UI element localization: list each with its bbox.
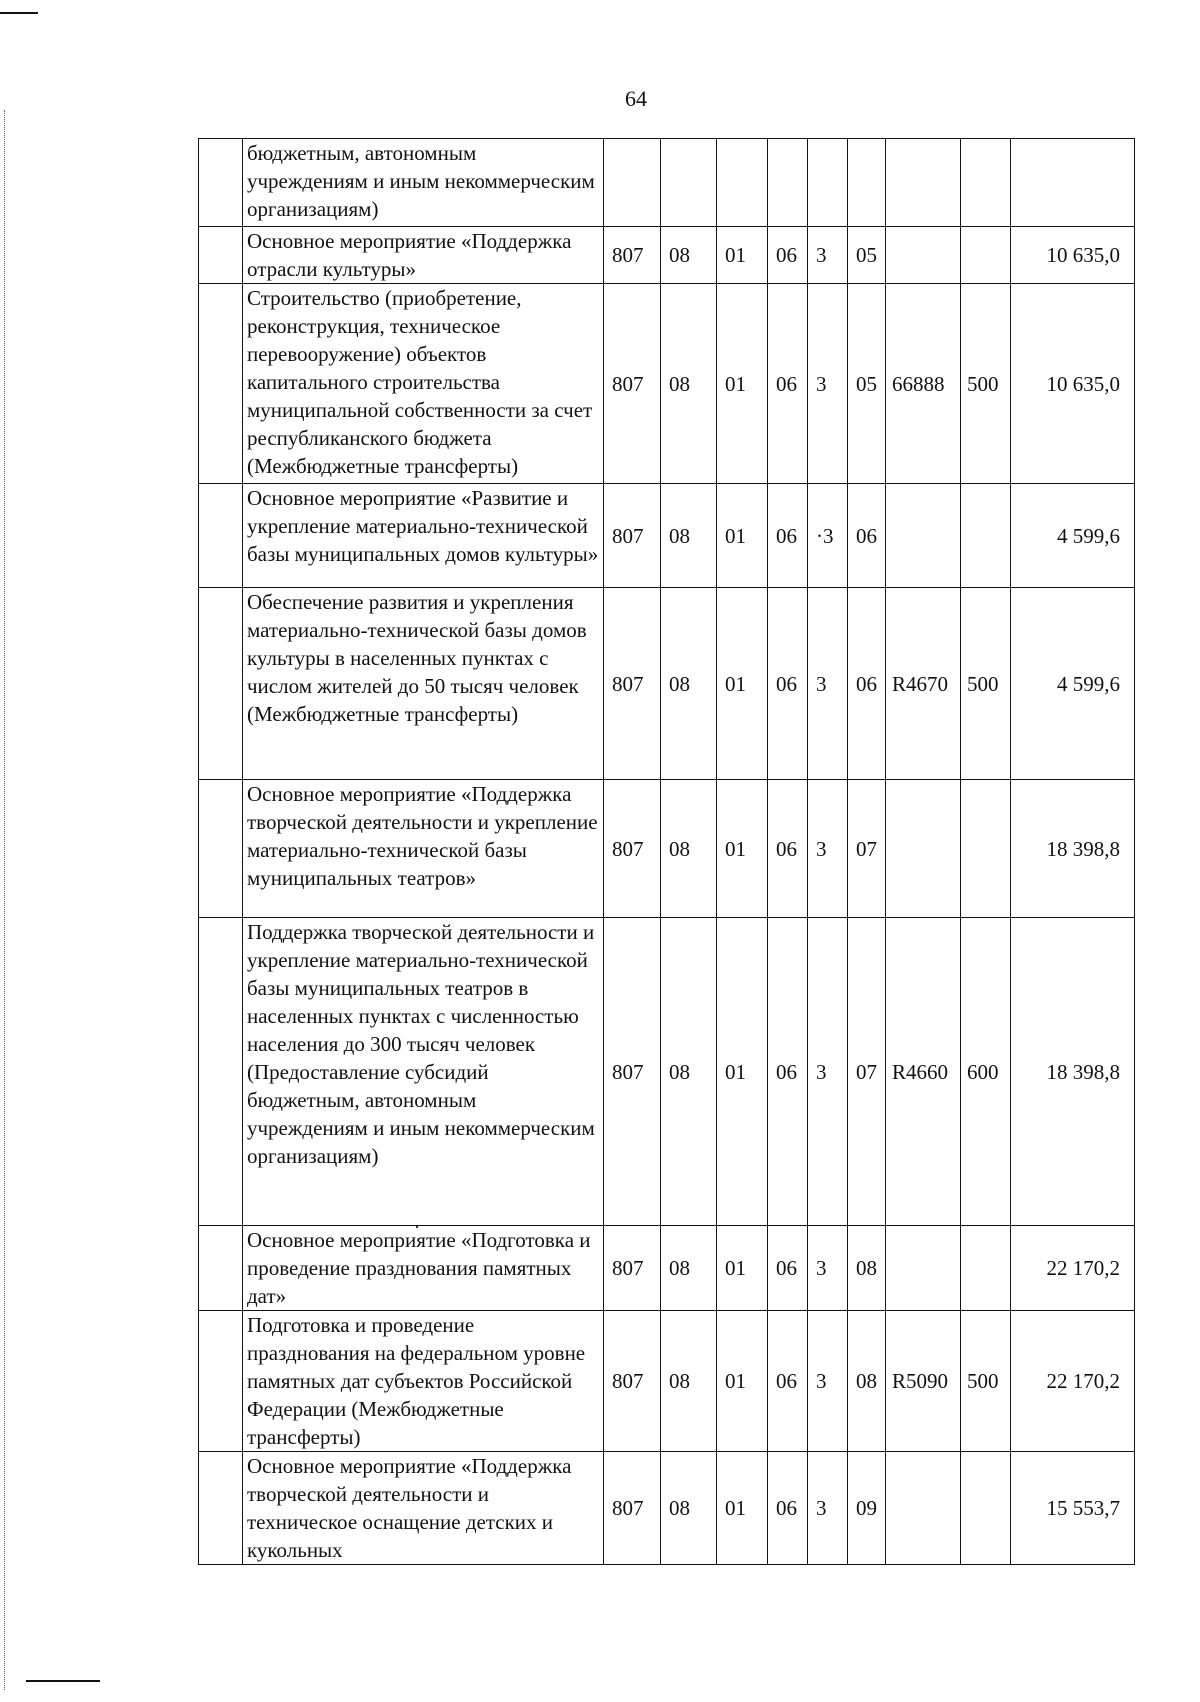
page-number: 64 [625, 86, 647, 111]
event-code-cell: 08 [848, 1226, 886, 1311]
subprogram-code-cell: 3 [808, 918, 848, 1226]
direction-code-cell: R4670 [886, 588, 961, 780]
row-index-cell [199, 139, 243, 227]
description-cell: Подготовка и проведение празднования на федеральном уровне памятных дат субъектов Российской Федерации (Межбюджетные трансферты) [243, 1311, 604, 1452]
program-code-cell: 06 [768, 227, 808, 284]
event-code-cell: 06 [848, 588, 886, 780]
event-code-cell: 07 [848, 918, 886, 1226]
ministry-code-cell: 807 [604, 918, 661, 1226]
event-code-cell [848, 139, 886, 227]
direction-code-cell [886, 780, 961, 918]
program-code-cell: 06 [768, 1311, 808, 1452]
amount-cell: 15 553,7 [1011, 1452, 1135, 1565]
direction-code-cell: R4660 [886, 918, 961, 1226]
direction-code-cell [886, 139, 961, 227]
section-code-cell: 08 [661, 284, 717, 484]
description-cell: Основное мероприятие «Поддержка творческой деятельности и укрепление материально-технической базы муниципальных театров» [243, 780, 604, 918]
table-row [199, 139, 1135, 227]
scan-edge-line [4, 110, 6, 1690]
subprogram-code-cell: 3 [808, 1311, 848, 1452]
ministry-code-cell: 807 [604, 1311, 661, 1452]
event-code-cell: 08 [848, 1311, 886, 1452]
ministry-code-cell [604, 139, 661, 227]
expense-type-cell [961, 484, 1011, 588]
scan-mark-top [0, 12, 66, 14]
subsection-code-cell: 01 [717, 918, 768, 1226]
row-index-cell [199, 780, 243, 918]
section-code-cell: 08 [661, 1311, 717, 1452]
description-cell: Основное мероприятие «Поддержка отрасли культуры» [243, 227, 604, 284]
event-code-cell: 07 [848, 780, 886, 918]
subprogram-code-cell: 3 [808, 1226, 848, 1311]
amount-cell: 18 398,8 [1011, 918, 1135, 1226]
program-code-cell: 06 [768, 780, 808, 918]
subsection-code-cell: 01 [717, 1311, 768, 1452]
row-index-cell [199, 284, 243, 484]
event-code-cell: 06 [848, 484, 886, 588]
ministry-code-cell: 807 [604, 227, 661, 284]
event-code-cell: 09 [848, 1452, 886, 1565]
expense-type-cell: 500 [961, 1311, 1011, 1452]
section-code-cell: 08 [661, 1226, 717, 1311]
program-code-cell: 06 [768, 918, 808, 1226]
table-row [199, 1226, 1135, 1311]
subprogram-code-cell: 3 [808, 284, 848, 484]
subsection-code-cell: 01 [717, 284, 768, 484]
event-code-cell: 05 [848, 284, 886, 484]
event-code-cell: 05 [848, 227, 886, 284]
subsection-code-cell: 01 [717, 484, 768, 588]
section-code-cell: 08 [661, 780, 717, 918]
table-row [199, 1311, 1135, 1452]
table-row [199, 918, 1135, 1226]
ministry-code-cell: 807 [604, 1452, 661, 1565]
subsection-code-cell: 01 [717, 1452, 768, 1565]
section-code-cell: 08 [661, 918, 717, 1226]
table-row [199, 1452, 1135, 1565]
direction-code-cell [886, 1226, 961, 1311]
program-code-cell: 06 [768, 484, 808, 588]
table-row [199, 284, 1135, 484]
budget-table [198, 138, 1135, 1565]
table-row [199, 484, 1135, 588]
ministry-code-cell: 807 [604, 1226, 661, 1311]
amount-cell: 22 170,2 [1011, 1226, 1135, 1311]
description-cell: Обеспечение развития и укрепления материально-технической базы домов культуры в населенных пунктах с числом жителей до 50 тысяч человек (Межбюджетные трансферты) [243, 588, 604, 780]
expense-type-cell: 500 [961, 284, 1011, 484]
table-row [199, 227, 1135, 284]
section-code-cell: 08 [661, 588, 717, 780]
expense-type-cell [961, 1452, 1011, 1565]
section-code-cell: 08 [661, 484, 717, 588]
scan-speck [416, 1226, 418, 1228]
row-index-cell [199, 227, 243, 284]
amount-cell: 10 635,0 [1011, 284, 1135, 484]
direction-code-cell: R5090 [886, 1311, 961, 1452]
row-index-cell [199, 588, 243, 780]
description-cell: Основное мероприятие «Подготовка и проведение празднования памятных дат» [243, 1226, 604, 1311]
row-index-cell [199, 1452, 243, 1565]
amount-cell: 22 170,2 [1011, 1311, 1135, 1452]
expense-type-cell [961, 780, 1011, 918]
amount-cell: 18 398,8 [1011, 780, 1135, 918]
row-index-cell [199, 1311, 243, 1452]
subprogram-code-cell [808, 139, 848, 227]
direction-code-cell [886, 484, 961, 588]
subsection-code-cell: 01 [717, 780, 768, 918]
subsection-code-cell: 01 [717, 227, 768, 284]
section-code-cell: 08 [661, 1452, 717, 1565]
ministry-code-cell: 807 [604, 284, 661, 484]
ministry-code-cell: 807 [604, 484, 661, 588]
subsection-code-cell [717, 139, 768, 227]
direction-code-cell: 66888 [886, 284, 961, 484]
direction-code-cell [886, 227, 961, 284]
program-code-cell: 06 [768, 284, 808, 484]
expense-type-cell: 600 [961, 918, 1011, 1226]
program-code-cell: 06 [768, 1452, 808, 1565]
subsection-code-cell: 01 [717, 588, 768, 780]
row-index-cell [199, 1226, 243, 1311]
subprogram-code-cell: 3 [808, 227, 848, 284]
description-cell: Поддержка творческой деятельности и укрепление материально-технической базы муниципальных театров в населенных пунктах с численностью населения до 300 тысяч человек (Предоставление субсидий бюджетным, автономным учреждениям и иным некоммерческим организациям) [243, 918, 604, 1226]
subprogram-code-cell: 3 [808, 1452, 848, 1565]
amount-cell [1011, 139, 1135, 227]
amount-cell: 4 599,6 [1011, 484, 1135, 588]
table-row [199, 588, 1135, 780]
subprogram-code-cell: ·3 [808, 484, 848, 588]
scan-mark-bottom [26, 1680, 100, 1682]
expense-type-cell: 500 [961, 588, 1011, 780]
ministry-code-cell: 807 [604, 588, 661, 780]
row-index-cell [199, 918, 243, 1226]
subprogram-code-cell: 3 [808, 588, 848, 780]
program-code-cell [768, 139, 808, 227]
description-cell: Строительство (приобретение, реконструкция, техническое перевооружение) объектов капитального строительства муниципальной собственности за счет республиканского бюджета (Межбюджетные трансферты) [243, 284, 604, 484]
program-code-cell: 06 [768, 588, 808, 780]
table-row [199, 780, 1135, 918]
direction-code-cell [886, 1452, 961, 1565]
expense-type-cell [961, 1226, 1011, 1311]
program-code-cell: 06 [768, 1226, 808, 1311]
section-code-cell: 08 [661, 227, 717, 284]
ministry-code-cell: 807 [604, 780, 661, 918]
row-index-cell [199, 484, 243, 588]
subprogram-code-cell: 3 [808, 780, 848, 918]
description-cell: Основное мероприятие «Развитие и укрепление материально-технической базы муниципальных домов культуры» [243, 484, 604, 588]
amount-cell: 10 635,0 [1011, 227, 1135, 284]
description-cell: Основное мероприятие «Поддержка творческой деятельности и техническое оснащение детских и кукольных [243, 1452, 604, 1565]
description-cell: бюджетным, автономным учреждениям и иным некоммерческим организациям) [243, 139, 604, 227]
amount-cell: 4 599,6 [1011, 588, 1135, 780]
section-code-cell [661, 139, 717, 227]
expense-type-cell [961, 227, 1011, 284]
subsection-code-cell: 01 [717, 1226, 768, 1311]
expense-type-cell [961, 139, 1011, 227]
table-body [199, 139, 1135, 1565]
